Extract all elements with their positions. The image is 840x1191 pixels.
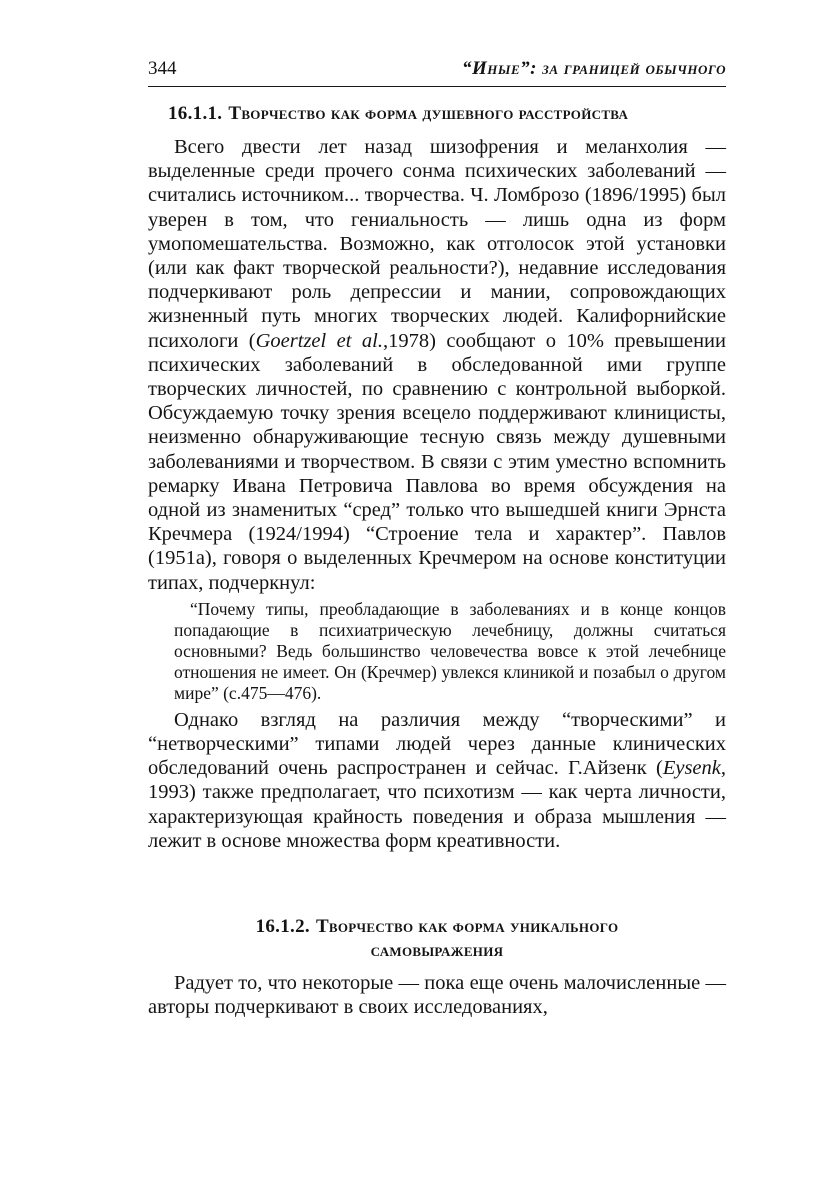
section-number: 16.1.2. — [255, 916, 310, 938]
citation-goertzel: Goertzel et al. — [255, 329, 383, 352]
running-head — [148, 58, 726, 87]
paragraph-3: Радует то, что некоторые — пока еще очень малочисленные — авторы подчеркивают в своих исследованиях, — [148, 972, 726, 1019]
book-page — [148, 58, 726, 1019]
section-title-line-1: Творчество как форма уникального — [315, 916, 619, 938]
paragraph-text: ,1978) сообщают о 10% превышении психических заболеваний в обследованной ими группе творческих личностей, по сравнению с контрольной выборкой. Обсуждаемую точку зрения всецело поддерживают клиницисты, неизменно обнаруживающие тесную связь между душевными заболеваниями и творчеством. В связи с этим уместно вспомнить ремарку Ивана Петровича Павлова во время обсуждения на одной из знаменитых “сред” только что вышедшей книги Эрнста Кречмера (1924/1994) “Строение тела и характер”. Павлов (1951а), говоря о выделенных Кречмером на основе конституции типах, подчеркнул: — [148, 329, 726, 594]
section-title: Творчество как форма душевного расстройства — [228, 103, 629, 124]
paragraph-text: , 1993) также предполагает, что психотизм — как черта личности, характеризующая крайность поведения и образа мышления — лежит в основе множества форм креативности. — [148, 757, 726, 852]
citation-eysenk: Eysenk — [662, 757, 721, 780]
paragraph-text: Всего двести лет назад шизофрения и меланхолия — выделенные среди прочего сонма психических заболеваний — считались источником... творчества. Ч. Ломброзо (1896/1995) был уверен в том, что гениальность — лишь одна из форм умопомешательства. Возможно, как отголосок этой установки (или как факт творческой реальности?), недавние исследования подчеркивают роль депрессии и мании, сопровождающих жизненный путь многих творческих людей. Калифорнийские психологи ( — [148, 136, 726, 352]
section-heading-16-1-2 — [148, 915, 726, 963]
page-number: 344 — [148, 58, 177, 79]
paragraph-1 — [148, 135, 726, 595]
section-heading-16-1-1 — [168, 103, 726, 125]
block-quote-pavlov: “Почему типы, преобладающие в заболеваниях и в конце концов попадающие в психиатрическую лечебницу, должны считаться основными? Ведь большинство человечества вовсе к этой лечебнице отношения не имеет. Он (Кречмер) увлекся клиникой и позабыл о другом мире” (с.475—476). — [174, 598, 726, 703]
running-title: “Иные”: за границей обычного — [461, 58, 726, 79]
section-title-line-2: самовыражения — [370, 940, 504, 962]
paragraph-text: Однако взгляд на различия между “творческими” и “нетворческими” типами людей через данные клинических обследований очень распространен и сейчас. Г.Айзенк ( — [148, 708, 726, 780]
paragraph-2 — [148, 708, 726, 853]
section-number: 16.1.1. — [168, 103, 223, 124]
